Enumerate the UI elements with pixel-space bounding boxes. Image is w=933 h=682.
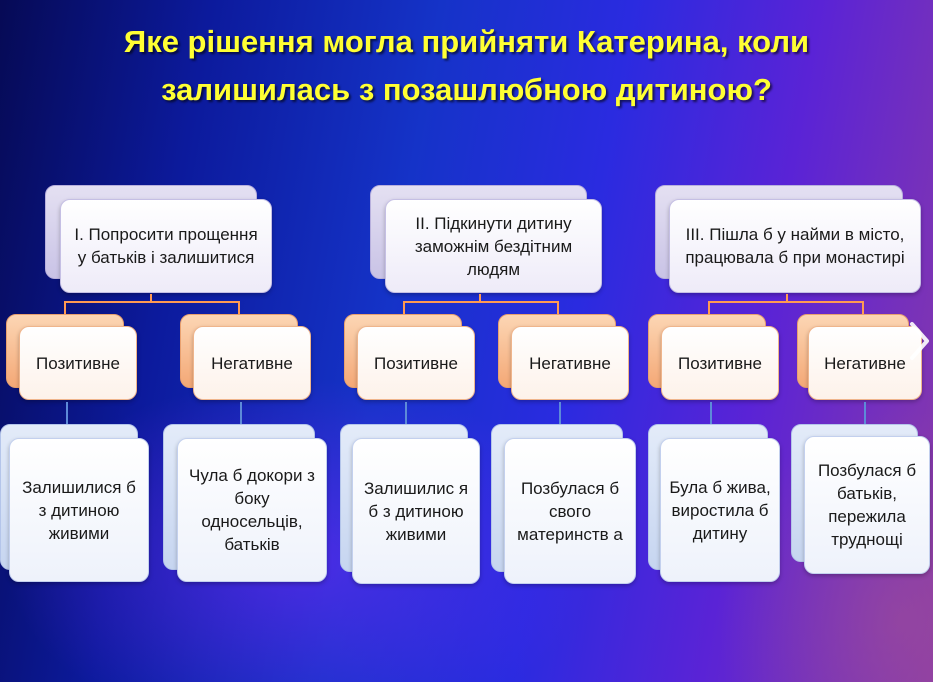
option-1-negative-box	[180, 314, 312, 402]
option-1-connector-left	[64, 301, 66, 315]
option-2-positive-result: Залишилис я б з дитиною живими	[352, 438, 480, 584]
option-1-negative-result: Чула б докори з боку односельців, батьків	[177, 438, 327, 582]
option-1-positive-result-box	[0, 424, 150, 584]
title-line-2: залишилась з позашлюбною дитиною?	[161, 72, 772, 107]
option-2-positive-label: Позитивне	[357, 326, 475, 400]
option-2-positive-box	[344, 314, 476, 402]
option-2-positive-connector	[405, 402, 407, 424]
option-3-positive-label: Позитивне	[661, 326, 779, 400]
option-1-positive-label: Позитивне	[19, 326, 137, 400]
option-2-negative-box	[498, 314, 630, 402]
option-1-negative-label: Негативне	[193, 326, 311, 400]
option-3-connector-right	[862, 301, 864, 315]
option-3-positive-result-box	[648, 424, 781, 584]
option-3-negative-box	[797, 314, 923, 402]
title-line-1: Яке рішення могла прийняти Катерина, коли	[123, 24, 810, 59]
option-2-negative-result: Позбулася б свого материнств а	[504, 438, 636, 584]
option-2-positive-result-box	[340, 424, 480, 586]
slide-title	[0, 18, 933, 114]
option-3-label: ІІІ. Пішла б у найми в місто, працювала б при монастирі	[669, 199, 921, 293]
option-1-connector-right	[238, 301, 240, 315]
option-1-negative-result-box	[163, 424, 328, 584]
option-3-negative-connector	[864, 402, 866, 424]
option-2-negative-result-box	[491, 424, 636, 586]
option-3-negative-result-box	[791, 424, 931, 576]
option-3-connector-left	[708, 301, 710, 315]
option-3-negative-result: Позбулася б батьків, пережила труднощі	[804, 436, 930, 574]
chevron-right-icon[interactable]	[907, 318, 931, 364]
option-1-positive-box	[6, 314, 138, 402]
option-3-negative-label: Негативне	[808, 326, 922, 400]
option-2-negative-label: Негативне	[511, 326, 629, 400]
option-1-label: І. Попросити прощення у батьків і залишитися	[60, 199, 272, 293]
option-2-connector-right	[557, 301, 559, 315]
option-2-connector-left	[403, 301, 405, 315]
option-3-positive-result: Була б жива, виростила б дитину	[660, 438, 780, 582]
option-1-connector-horizontal	[64, 301, 240, 303]
option-1-positive-result: Залишилися б з дитиною живими	[9, 438, 149, 582]
option-3-box	[655, 185, 921, 295]
option-1-negative-connector	[240, 402, 242, 424]
option-2-label: ІІ. Підкинути дитину заможнім бездітним людям	[385, 199, 602, 293]
option-2-negative-connector	[559, 402, 561, 424]
option-3-positive-box	[648, 314, 780, 402]
option-1-positive-connector	[66, 402, 68, 424]
option-1-box	[45, 185, 273, 295]
option-2-box	[370, 185, 603, 295]
option-2-connector-horizontal	[403, 301, 559, 303]
option-3-positive-connector	[710, 402, 712, 424]
option-3-connector-horizontal	[708, 301, 864, 303]
